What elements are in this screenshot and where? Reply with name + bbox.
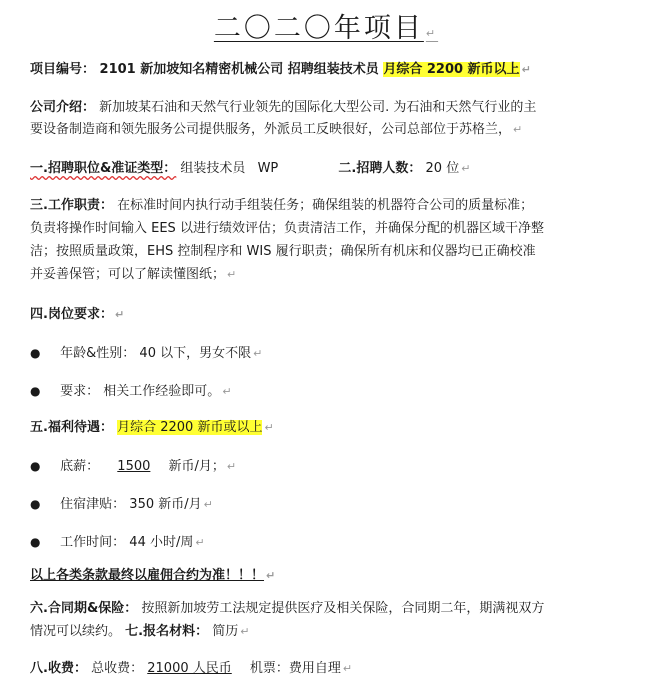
benefits-highlight: 月综合 2200 新币或以上 [117, 420, 263, 435]
fees-total-value: 21000 人民币 [147, 661, 232, 676]
benefits-line: 五.福利待遇： 月综合 2200 新币或以上 ↵ [30, 420, 274, 435]
bullet-icon: ● [30, 535, 41, 549]
contract-label: 六.合同期&保险： [30, 601, 138, 616]
requirement-item: ● 要求： 相关工作经验即可。 ↵ [30, 381, 232, 402]
bullet-icon: ● [30, 384, 41, 398]
duties-text-1: 在标准时间内执行动手组装任务；确保组装的机器符合公司的质量标准； [117, 198, 534, 213]
fees-total-label: 总收费： [91, 661, 144, 676]
requirement-label: 要求： [60, 384, 100, 399]
benefit-item: ● 底薪： 1500 新币/月； ↵ [30, 456, 236, 477]
duties-line-3 [30, 242, 536, 262]
intro-label: 公司介绍： [30, 100, 96, 115]
headcount-value: 20 位 [425, 161, 460, 176]
recruit-line: 一.招聘职位&准证类型： 组装技术员 WP 二.招聘人数： 20 位 ↵ [30, 161, 471, 176]
project-line: 项目编号： 2101 新加坡知名精密机械公司 招聘组装技术员 月综合 2200 新币以上 ↵ [30, 62, 531, 77]
contract-line-2: 情况可以续约。 七.报名材料： 简历 ↵ [30, 624, 250, 639]
duties-text-3: 洁；按照质量政策，EHS 控制程序和 WIS 履行职责；确保所有机床和仪器均已正确校准 [30, 244, 536, 259]
intro-text-2: 要设备制造商和领先服务公司提供服务，外派员工反映很好，公司总部位于苏格兰， [30, 122, 512, 137]
contract-line-1 [30, 599, 544, 619]
materials-label: 七.报名材料： [125, 624, 209, 639]
project-company: 新加坡知名精密机械公司 招聘组装技术员 [140, 62, 379, 77]
benefit-label: 工作时间： [60, 535, 126, 550]
benefit-item: ● 住宿津贴： 350 新币/月 ↵ [30, 494, 213, 515]
benefit-value: 1500 [117, 459, 151, 474]
page-title: 二〇二〇年项目 ↵ [213, 13, 439, 44]
position-permit: WP [257, 161, 279, 176]
duties-line-4: 并妥善保管；可以了解读懂图纸； ↵ [30, 267, 237, 282]
benefit-label: 住宿津贴： [60, 497, 126, 512]
requirement-label: 年龄&性别： [60, 346, 136, 361]
duties-text-2: 负责将操作时间输入 EES 以进行绩效评估；负责清洁工作，并确保分配的机器区域干净整 [30, 221, 544, 236]
intro-line-1 [30, 98, 536, 118]
fees-label: 八.收费： [30, 661, 87, 676]
fees-ticket: 机票：费用自理 [249, 661, 341, 676]
project-code: 2101 [99, 62, 136, 77]
position-job: 组装技术员 [180, 161, 246, 176]
project-salary-highlight: 月综合 2200 新币以上 [383, 62, 520, 77]
duties-text-4: 并妥善保管；可以了解读懂图纸； [30, 267, 226, 282]
requirement-value: 相关工作经验即可。 [103, 384, 221, 399]
benefits-label: 五.福利待遇： [30, 420, 113, 435]
contract-notice: 以上各类条款最终以雇佣合约为准！！！ ↵ [30, 568, 276, 583]
duties-line-2 [30, 219, 544, 239]
bullet-icon: ● [30, 459, 41, 473]
bullet-icon: ● [30, 346, 41, 360]
contract-text-1: 按照新加坡劳工法规定提供医疗及相关保险，合同期二年，期满视双方 [141, 601, 545, 616]
benefit-label: 底薪： [60, 459, 100, 474]
bullet-icon: ● [30, 497, 41, 511]
benefit-suffix: 新币/月； [168, 459, 225, 474]
intro-line-2: 要设备制造商和领先服务公司提供服务，外派员工反映很好，公司总部位于苏格兰， ↵ [30, 122, 523, 137]
duties-line-1 [30, 196, 533, 216]
duties-label: 三.工作职责： [30, 198, 113, 213]
project-label: 项目编号： [30, 62, 96, 77]
requirements-heading: 四.岗位要求： ↵ [30, 307, 125, 322]
fees-line: 八.收费： 总收费： 21000 人民币 机票：费用自理 ↵ [30, 661, 353, 676]
intro-text-1: 新加坡某石油和天然气行业领先的国际化大型公司. 为石油和天然气行业的主 [99, 100, 537, 115]
contract-text-2: 情况可以续约。 [30, 624, 122, 639]
requirement-item: ● 年龄&性别： 40 以下，男女不限 ↵ [30, 343, 262, 364]
materials-value: 简历 [212, 624, 239, 639]
benefit-value: 44 小时/周 [129, 535, 194, 550]
position-label: 一.招聘职位&准证类型： [30, 161, 177, 176]
requirement-value: 40 以下，男女不限 [139, 346, 252, 361]
benefit-item: ● 工作时间： 44 小时/周 ↵ [30, 532, 205, 553]
headcount-label: 二.招聘人数： [338, 161, 422, 176]
benefit-value: 350 新币/月 [129, 497, 202, 512]
